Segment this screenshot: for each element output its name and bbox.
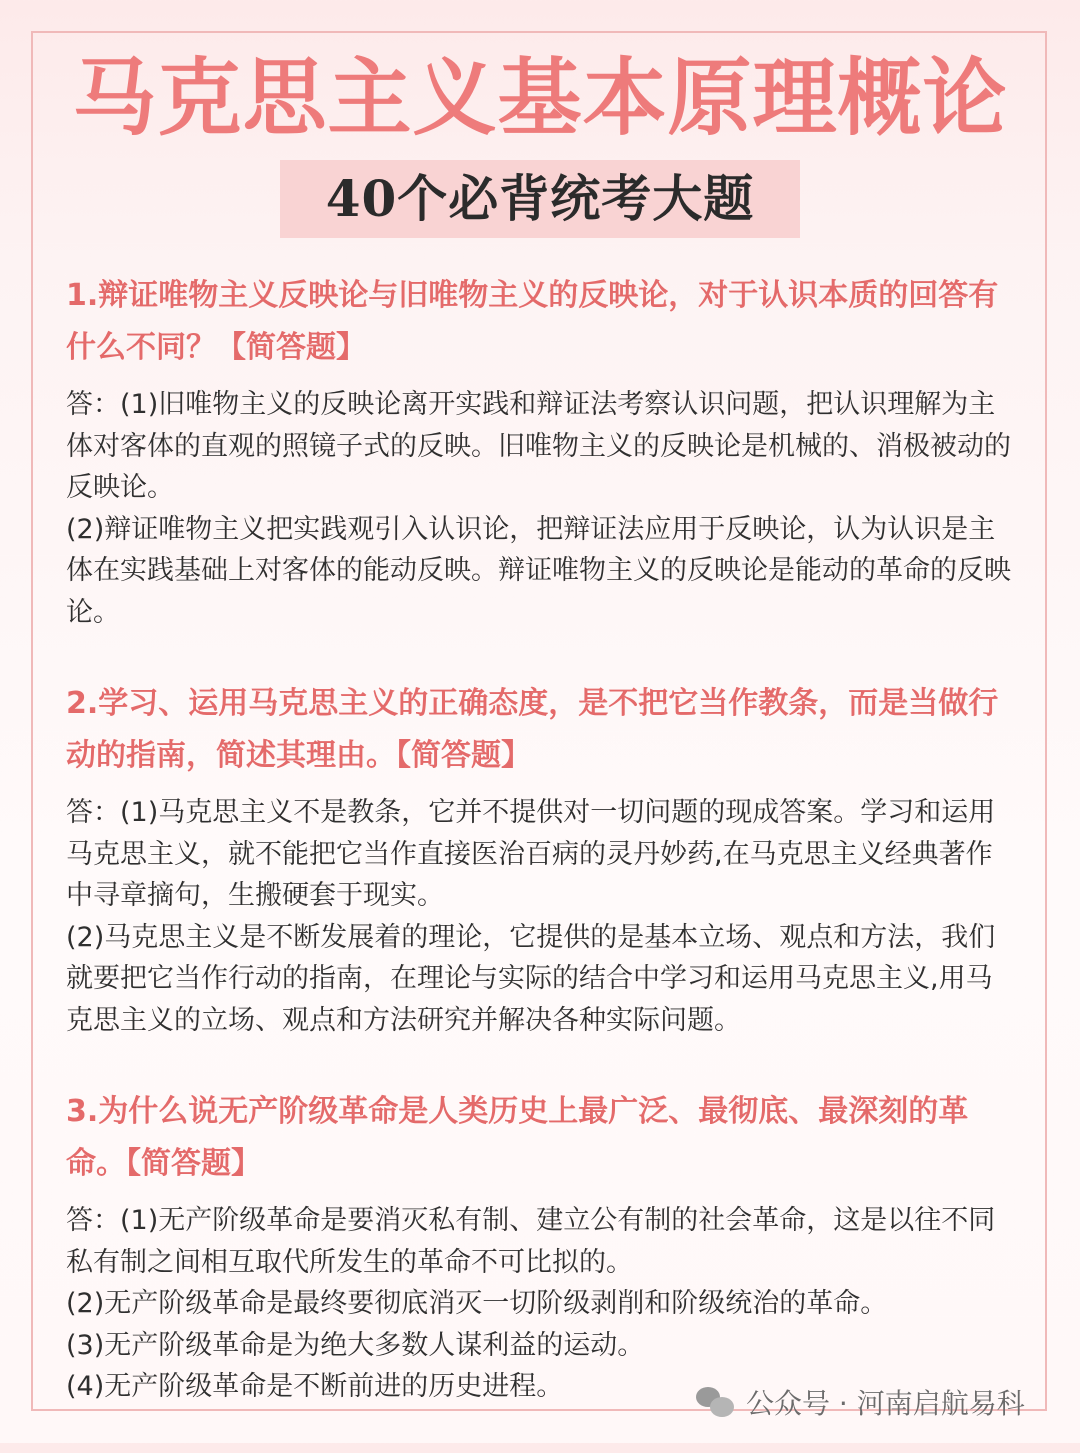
qa-section-3 bbox=[66, 1086, 1016, 1408]
wechat-icon bbox=[696, 1385, 736, 1419]
qa-section-1 bbox=[66, 270, 1016, 633]
content-area bbox=[66, 270, 1016, 1453]
watermark bbox=[696, 1380, 1025, 1424]
answer-1 bbox=[66, 384, 1016, 633]
watermark-text: 公众号 · 河南启航易科 bbox=[746, 1387, 1025, 1420]
qa-section-2 bbox=[66, 678, 1016, 1041]
subtitle-banner: 40个必背统考大题 bbox=[280, 160, 800, 238]
answer-3-part-2: (2)无产阶级革命是最终要彻底消灭一切阶级剥削和阶级统治的革命。 bbox=[66, 1288, 888, 1319]
answer-3-part-1: 答：(1)无产阶级革命是要消灭私有制、建立公有制的社会革命，这是以往不同私有制之间相互取代所发生的革命不可比拟的。 bbox=[66, 1205, 996, 1278]
answer-3-part-3: (3)无产阶级革命是为绝大多数人谋利益的运动。 bbox=[66, 1329, 645, 1361]
page-title: 马克思主义基本原理概论 bbox=[72, 48, 1008, 147]
question-3: 3.为什么说无产阶级革命是人类历史上最广泛、最彻底、最深刻的革命。【简答题】 bbox=[66, 1094, 969, 1181]
answer-3 bbox=[66, 1200, 1016, 1408]
answer-2 bbox=[66, 792, 1016, 1041]
answer-2-part-1: 答：(1)马克思主义不是教条，它并不提供对一切问题的现成答案。学习和运用马克思主义，就不能把它当作直接医治百病的灵丹妙药,在马克思主义经典著作中寻章摘句，生搬硬套于现实。 bbox=[66, 797, 996, 911]
question-1: 1.辩证唯物主义反映论与旧唯物主义的反映论，对于认识本质的回答有什么不同？【简答题】 bbox=[66, 278, 999, 365]
answer-2-part-2: (2)马克思主义是不断发展着的理论，它提供的是基本立场、观点和方法，我们就要把它当作行动的指南，在理论与实际的结合中学习和运用马克思主义,用马克思主义的立场、观点和方法研究并解决各种实际问题。 bbox=[66, 921, 996, 1036]
answer-1-part-1: 答：(1)旧唯物主义的反映论离开实践和辩证法考察认识问题，把认识理解为主体对客体的直观的照镜子式的反映。旧唯物主义的反映论是机械的、消极被动的反映论。 bbox=[66, 389, 1011, 503]
answer-1-part-2: (2)辩证唯物主义把实践观引入认识论，把辩证法应用于反映论，认为认识是主体在实践基础上对客体的能动反映。辩证唯物主义的反映论是能动的革命的反映论。 bbox=[66, 513, 1011, 628]
answer-3-part-4: (4)无产阶级革命是不断前进的历史进程。 bbox=[66, 1371, 564, 1402]
question-2: 2.学习、运用马克思主义的正确态度，是不把它当作教条，而是当做行动的指南，简述其理由。【简答题】 bbox=[66, 686, 999, 773]
